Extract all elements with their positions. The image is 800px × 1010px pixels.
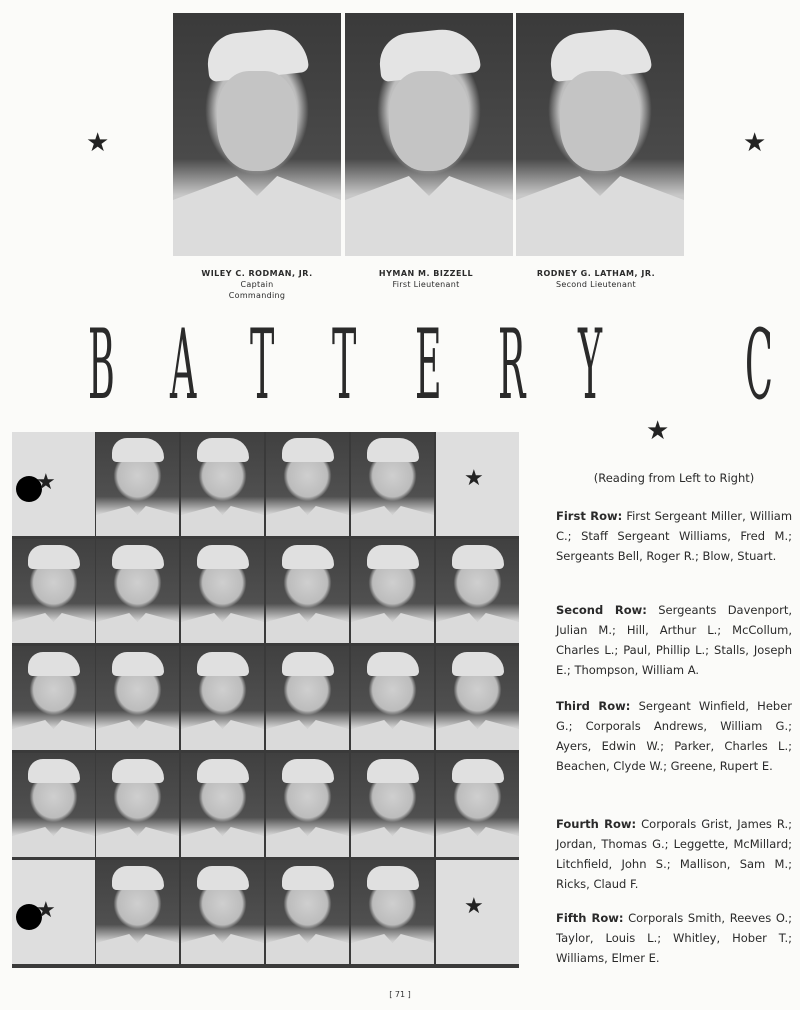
officer-name: RODNEY G. LATHAM, JR. xyxy=(536,269,656,278)
star-icon: ★ xyxy=(36,898,56,923)
portrait-photo xyxy=(351,432,434,536)
officer-name: WILEY C. RODMAN, JR. xyxy=(201,269,313,278)
portrait-photo xyxy=(351,646,434,750)
portrait-photo xyxy=(12,646,95,750)
star-icon: ★ xyxy=(743,128,767,158)
title-letter: C xyxy=(745,309,773,421)
row-label: Second Row: xyxy=(556,603,647,617)
row-names: Corporals Smith, Reeves O.; Taylor, Louis L.; Whitley, Hober T.; Williams, Elmer E. xyxy=(556,911,793,965)
portrait-photo xyxy=(181,753,264,857)
star-icon: ★ xyxy=(36,470,56,495)
officer-rank: Second Lieutenant xyxy=(556,280,636,289)
grid-blank-cell xyxy=(436,432,519,536)
title-letter: A xyxy=(170,309,197,421)
officer-photo-bizzell xyxy=(345,13,513,256)
officer-caption xyxy=(336,268,516,290)
star-icon: ★ xyxy=(86,128,110,158)
photo-grid xyxy=(12,432,519,968)
star-icon: ★ xyxy=(464,466,484,491)
row-label: Fourth Row: xyxy=(556,817,637,831)
portrait-photo xyxy=(181,539,264,643)
portrait-photo xyxy=(181,860,264,964)
officer-photo-latham xyxy=(516,13,684,256)
officer-rank: Captain xyxy=(240,280,274,289)
row-caption-first xyxy=(556,506,792,566)
portrait-photo xyxy=(266,646,349,750)
row-label: Fifth Row: xyxy=(556,911,624,925)
page-number: [ 71 ] xyxy=(389,990,411,999)
title-letter: T xyxy=(250,309,275,421)
title-letter: B xyxy=(88,309,115,421)
row-caption-third xyxy=(556,696,792,776)
row-label: Third Row: xyxy=(556,699,631,713)
portrait-photo xyxy=(96,860,179,964)
portrait-photo xyxy=(181,432,264,536)
portrait-photo xyxy=(12,539,95,643)
officer-caption xyxy=(506,268,686,290)
row-caption-fifth xyxy=(556,908,792,968)
reading-note: (Reading from Left to Right) xyxy=(593,471,755,485)
portrait-photo xyxy=(351,753,434,857)
portrait-photo xyxy=(12,753,95,857)
title-letter: Y xyxy=(578,309,603,421)
portrait-photo xyxy=(351,539,434,643)
grid-blank-cell xyxy=(12,860,95,964)
portrait-photo xyxy=(266,432,349,536)
star-icon: ★ xyxy=(464,894,484,919)
portrait-photo xyxy=(266,539,349,643)
officer-name: HYMAN M. BIZZELL xyxy=(378,269,474,278)
portrait-photo xyxy=(96,539,179,643)
officer-caption xyxy=(167,268,347,301)
title-letter: T xyxy=(332,309,357,421)
portrait-photo xyxy=(96,432,179,536)
row-names: Sergeants Davenport, Julian M.; Hill, Arthur L.; McCollum, Charles L.; Paul, Phillip L.; Stalls, Joseph E.; Thompson, William A. xyxy=(556,603,792,677)
portrait-photo xyxy=(96,646,179,750)
grid-blank-cell xyxy=(436,860,519,964)
row-caption-fourth xyxy=(556,814,792,894)
row-names: Corporals Grist, James R.; Jordan, Thomas G.; Leggette, McMillard; Litchfield, John S.; Mallison, Sam M.; Ricks, Claud F. xyxy=(556,817,792,891)
portrait-photo xyxy=(266,860,349,964)
portrait-photo xyxy=(436,753,519,857)
officer-role: Commanding xyxy=(228,291,286,300)
title-letter: R xyxy=(498,309,526,421)
portrait-photo xyxy=(436,539,519,643)
row-names: Sergeant Winfield, Heber G.; Corporals Andrews, William G.; Ayers, Edwin W.; Parker, Charles L.; Beachen, Clyde W.; Greene, Rupert E. xyxy=(556,699,793,773)
officer-photo-rodman xyxy=(173,13,341,256)
title-letter: E xyxy=(415,309,442,421)
row-names: First Sergeant Miller, William C.; Staff Sergeant Williams, Fred M.; Sergeants Bell, Roger R.; Blow, Stuart. xyxy=(556,509,793,563)
row-caption-second xyxy=(556,600,792,680)
grid-blank-cell xyxy=(12,432,95,536)
portrait-photo xyxy=(96,753,179,857)
row-label: First Row: xyxy=(556,509,623,523)
portrait-photo xyxy=(181,646,264,750)
portrait-photo xyxy=(436,646,519,750)
portrait-photo xyxy=(351,860,434,964)
officer-rank: First Lieutenant xyxy=(392,280,460,289)
star-icon: ★ xyxy=(646,416,670,446)
portrait-photo xyxy=(266,753,349,857)
